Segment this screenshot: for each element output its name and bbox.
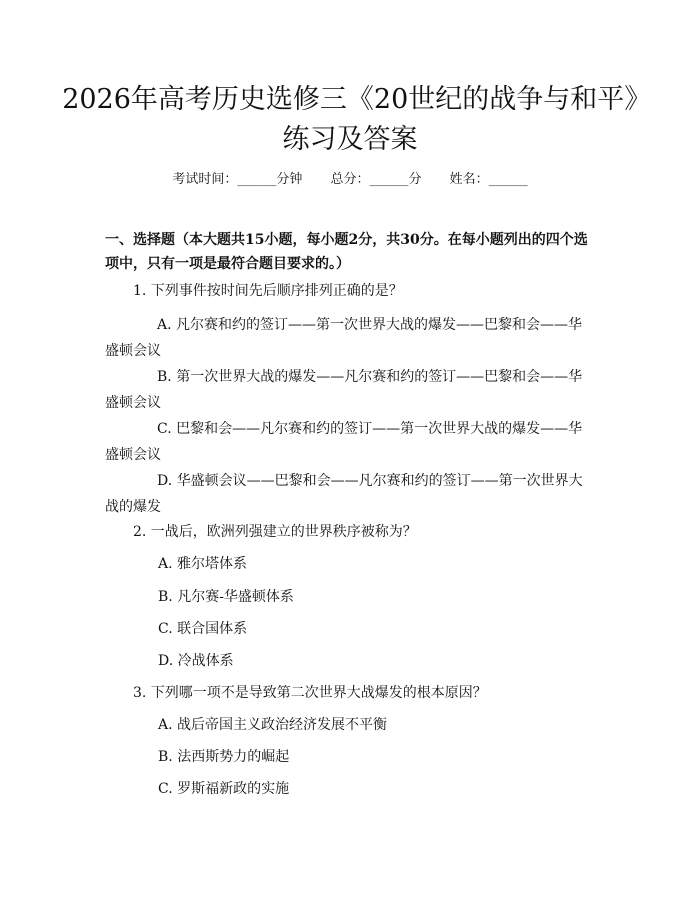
question-2-option-b: B. 凡尔赛-华盛顿体系 — [158, 589, 294, 605]
question-1-option-c: C. 巴黎和会——凡尔赛和约的签订——第一次世界大战的爆发——华盛顿会议 — [105, 421, 583, 463]
document-title: 2026年高考历史选修三《20世纪的战争与和平》练习及答案 — [62, 84, 638, 155]
exam-name: 姓名：______ — [449, 172, 528, 187]
exam-score: 总分：______分 — [330, 172, 422, 187]
exam-meta — [0, 168, 700, 187]
question-1-option-d: D. 华盛顿会议——巴黎和会——凡尔赛和约的签订——第一次世界大战的爆发 — [105, 473, 583, 515]
question-3-option-b: B. 法西斯势力的崛起 — [158, 749, 290, 765]
question-2-option-d: D. 冷战体系 — [158, 653, 234, 669]
question-1-option-a: A. 凡尔赛和约的签订——第一次世界大战的爆发——巴黎和会——华盛顿会议 — [105, 317, 583, 359]
question-2-option-a: A. 雅尔塔体系 — [158, 556, 248, 572]
question-3-option-a: A. 战后帝国主义政治经济发展不平衡 — [158, 717, 388, 733]
question-1-option-b: B. 第一次世界大战的爆发——凡尔赛和约的签订——巴黎和会——华盛顿会议 — [105, 369, 583, 411]
question-3-option-c: C. 罗斯福新政的实施 — [158, 781, 290, 797]
exam-time: 考试时间：______分钟 — [172, 172, 303, 187]
section-heading: 一、选择题（本大题共15小题，每小题2分，共30分。在每小题列出的四个选项中，只有一项是最符合题目要求的。） — [105, 232, 588, 272]
question-2-option-c: C. 联合国体系 — [158, 621, 248, 637]
question-2-stem: 2. 一战后，欧洲列强建立的世界秩序被称为？ — [133, 524, 417, 540]
question-3-stem: 3. 下列哪一项不是导致第二次世界大战爆发的根本原因？ — [133, 685, 487, 701]
question-1-stem: 1. 下列事件按时间先后顺序排列正确的是？ — [133, 283, 403, 299]
